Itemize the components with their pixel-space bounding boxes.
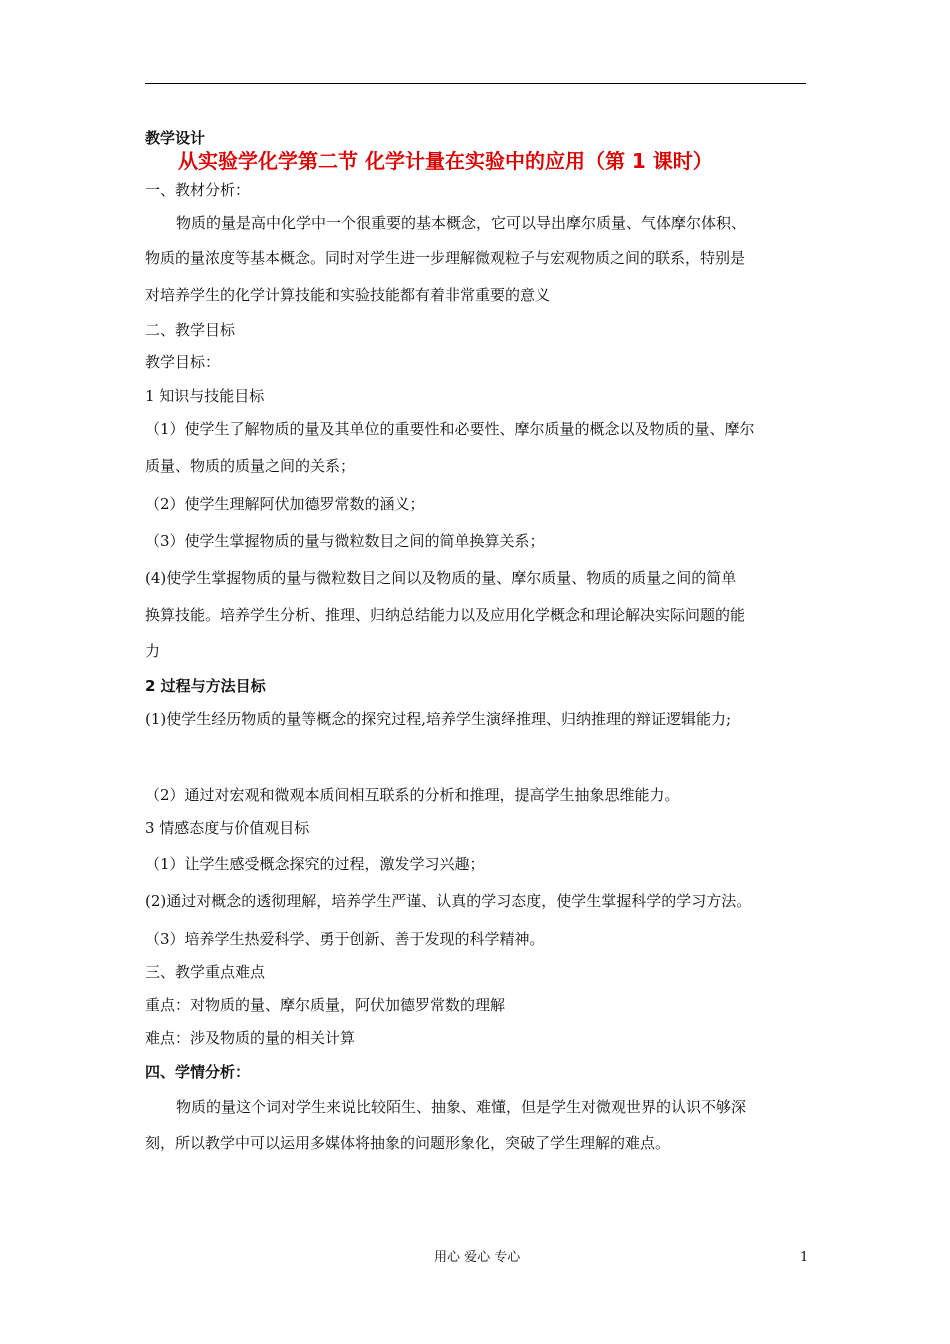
section-heading: 三、教学重点难点 — [145, 963, 266, 981]
goal-item: （2）使学生理解阿伏加德罗常数的涵义； — [145, 495, 425, 513]
paragraph-line: 物质的量是高中化学中一个很重要的基本概念，它可以导出摩尔质量、气体摩尔体积、 — [176, 214, 747, 232]
paragraph-line: 物质的量浓度等基本概念。同时对学生进一步理解微观粒子与宏观物质之间的联系，特别是 — [145, 249, 746, 267]
paragraph-line: 物质的量这个词对学生来说比较陌生、抽象、难懂，但是学生对微观世界的认识不够深 — [176, 1098, 747, 1116]
goal-item: (2)通过对概念的透彻理解，培养学生严谨、认真的学习态度，使学生掌握科学的学习方法。 — [145, 892, 752, 910]
goal-item: （2）通过对宏观和微观本质间相互联系的分析和推理，提高学生抽象思维能力。 — [145, 786, 680, 804]
header-rule — [145, 83, 806, 84]
goal-item: 质量、物质的质量之间的关系； — [145, 457, 356, 475]
goal-item: 换算技能。培养学生分析、推理、归纳总结能力以及应用化学概念和理论解决实际问题的能 — [145, 606, 746, 624]
goal-heading: 2 过程与方法目标 — [145, 677, 266, 695]
goal-heading: 3 情感态度与价值观目标 — [145, 819, 310, 837]
paragraph-line: 刻，所以教学中可以运用多媒体将抽象的问题形象化，突破了学生理解的难点。 — [145, 1134, 671, 1152]
difficult-point: 难点：涉及物质的量的相关计算 — [145, 1029, 356, 1047]
goal-item: (1)使学生经历物质的量等概念的探究过程,培养学生演绎推理、归纳推理的辩证逻辑能力; — [145, 710, 732, 728]
goal-item: （1）使学生了解物质的量及其单位的重要性和必要性、摩尔质量的概念以及物质的量、摩尔 — [145, 420, 755, 438]
subheading: 教学目标： — [145, 353, 221, 371]
key-point: 重点：对物质的量、摩尔质量，阿伏加德罗常数的理解 — [145, 996, 506, 1014]
goal-heading: 1 知识与技能目标 — [145, 387, 265, 405]
goal-item: （3）培养学生热爱科学、勇于创新、善于发现的科学精神。 — [145, 930, 545, 948]
header-label: 教学设计 — [145, 129, 206, 147]
page-number: 1 — [800, 1250, 809, 1265]
section-heading: 一、教材分析： — [145, 181, 251, 199]
paragraph-line: 对培养学生的化学计算技能和实验技能都有着非常重要的意义 — [145, 286, 551, 304]
section-heading: 四、学情分析： — [145, 1063, 251, 1081]
document-title: 从实验学化学第二节 化学计量在实验中的应用（第 1 课时） — [178, 149, 713, 173]
section-heading: 二、教学目标 — [145, 321, 236, 339]
goal-item: 力 — [145, 642, 161, 660]
footer-motto: 用心 爱心 专心 — [434, 1250, 521, 1265]
goal-item: （1）让学生感受概念探究的过程，激发学习兴趣； — [145, 855, 485, 873]
goal-item: (4)使学生掌握物质的量与微粒数目之间以及物质的量、摩尔质量、物质的质量之间的简单 — [145, 569, 737, 587]
goal-item: （3）使学生掌握物质的量与微粒数目之间的简单换算关系； — [145, 532, 545, 550]
